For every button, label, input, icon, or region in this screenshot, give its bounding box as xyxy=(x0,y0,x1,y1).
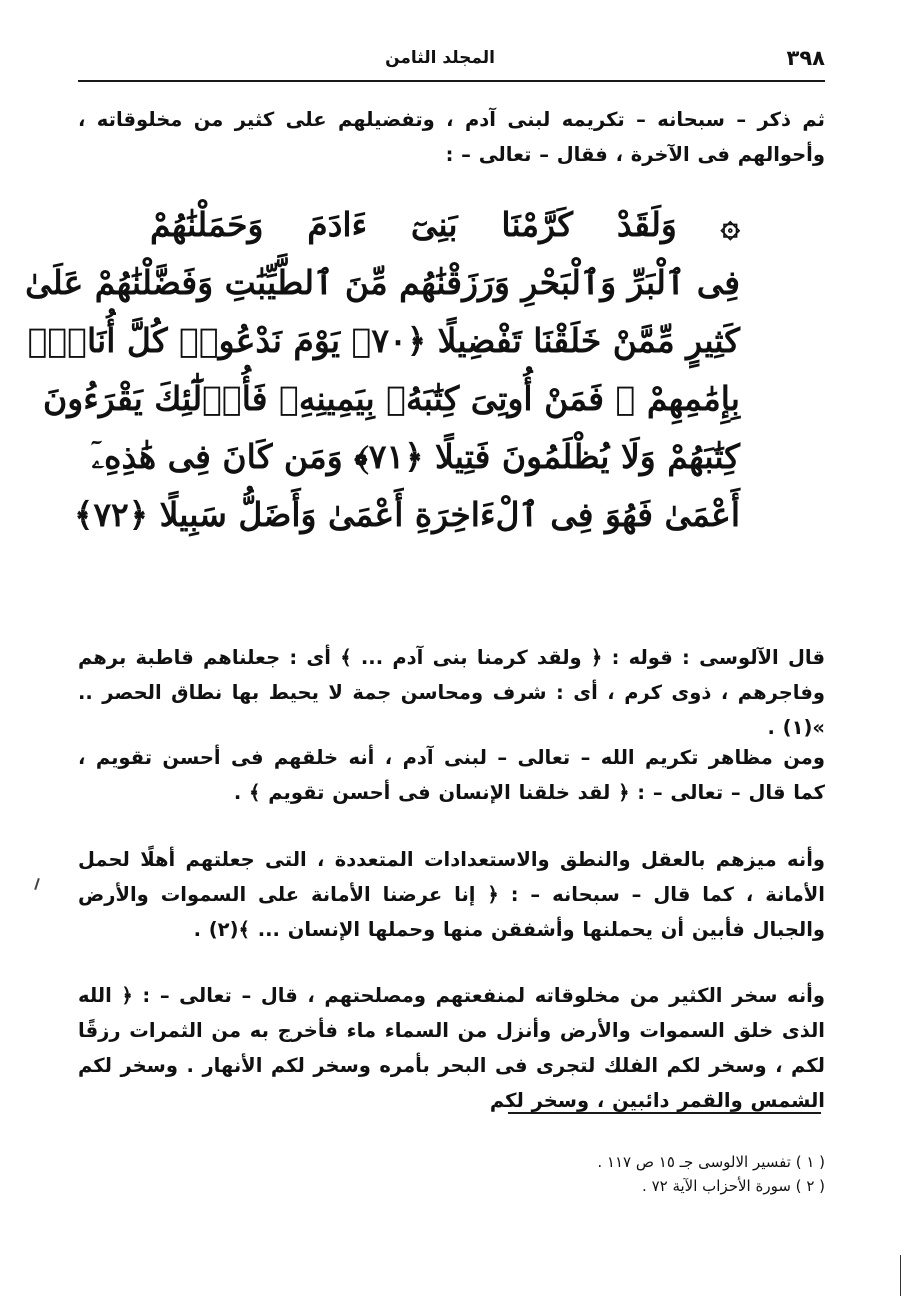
verse-line: كِتَٰبَهُمْ وَلَا يُظْلَمُونَ فَتِيلًا ﴿٧١﴾ وَمَن كَانَ فِى هَٰذِهِۦٓ xyxy=(91,437,740,476)
verse-line: فِى ٱلْبَرِّ وَٱلْبَحْرِ وَرَزَقْنَٰهُم مِّنَ ٱلطَّيِّبَٰتِ وَفَضَّلْنَٰهُمْ عَلَىٰ xyxy=(25,263,740,302)
footnote-2: ( ٢ ) سورة الأحزاب الآية ٧٢ . xyxy=(642,1177,825,1195)
running-title: المجلد الثامن xyxy=(385,48,495,68)
verse-line: ۞ وَلَقَدْ كَرَّمْنَا بَنِىٓ ءَادَمَ وَحَمَلْنَٰهُمْ xyxy=(150,205,740,244)
page-header xyxy=(78,40,825,82)
aql-paragraph: وأنه ميزهم بالعقل والنطق والاستعدادات المتعددة ، التى جعلتهم أهلًا لحمل الأمانة ، كما قال – سبحانه – : ﴿ إنا عرضنا الأمانة على السموات والأرض والجبال فأبين أن يحملنها وأشفقن منها وحملها الإنسان ... ﴾(٢) . xyxy=(78,848,825,941)
footnotes xyxy=(400,1150,825,1198)
scan-edge-mark xyxy=(900,1255,901,1296)
page-number: ٣٩٨ xyxy=(786,46,825,70)
footnote-divider xyxy=(508,1112,821,1114)
quran-verse-block xyxy=(25,196,740,544)
verse-line: كَثِيرٍ مِّمَّنْ خَلَقْنَا تَفْضِيلًا ﴿٧٠﴾ يَوْمَ نَدْعُوا۟ كُلَّ أُنَاسٍۭ xyxy=(27,321,740,360)
karama-paragraph: ومن مظاهر تكريم الله – تعالى – لبنى آدم ، أنه خلقهم فى أحسن تقويم ، كما قال – تعالى – : ﴿ لقد خلقنا الإنسان فى أحسن تقويم ﴾ . xyxy=(78,746,825,804)
verse-line: بِإِمَٰمِهِمْ ۖ فَمَنْ أُوتِىَ كِتَٰبَهُۥ بِيَمِينِهِۦ فَأُو۟لَٰٓئِكَ يَقْرَءُونَ xyxy=(43,379,740,418)
scan-stray-mark xyxy=(34,878,40,890)
alusi-paragraph: قال الآلوسى : قوله : ﴿ ولقد كرمنا بنى آدم ... ﴾ أى : جعلناهم قاطبة برهم وفاجرهم ، ذوى كرم ، أى : شرف ومحاسن جمة لا يحيط بها نطاق الحصر .. »(١) . xyxy=(78,646,825,739)
taskhir-paragraph: وأنه سخر الكثير من مخلوقاته لمنفعتهم ومصلحتهم ، قال – تعالى – : ﴿ الله الذى خلق السموات والأرض وأنزل من السماء ماء فأخرج به من الثمرات رزقًا لكم ، وسخر لكم الفلك لتجرى فى البحر بأمره وسخر لكم الأنهار . وسخر لكم الشمس والقمر دائبين ، وسخر لكم xyxy=(78,984,825,1112)
intro-paragraph: ثم ذكر – سبحانه – تكريمه لبنى آدم ، وتفضيلهم على كثير من مخلوقاته ، وأحوالهم فى الآخرة ، فقال – تعالى – : xyxy=(78,108,825,166)
footnote-1: ( ١ ) تفسير الالوسى جـ ١٥ ص ١١٧ . xyxy=(597,1153,825,1171)
verse-line: أَعْمَىٰ فَهُوَ فِى ٱلْءَاخِرَةِ أَعْمَىٰ وَأَضَلُّ سَبِيلًا ﴿٧٢﴾ xyxy=(73,495,740,534)
